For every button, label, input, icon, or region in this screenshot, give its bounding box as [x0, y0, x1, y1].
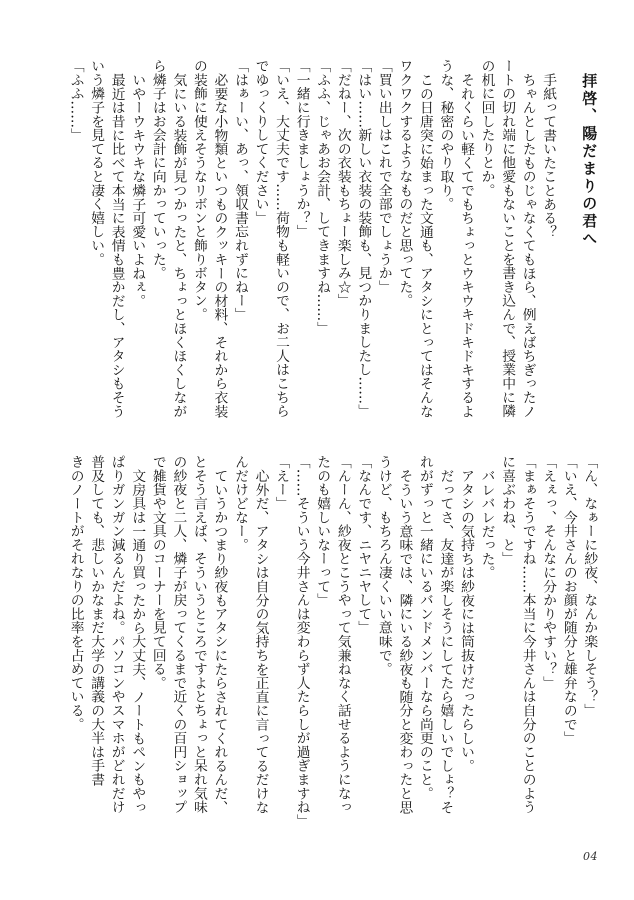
text-line: ワクワクするようなものだと思ってた。	[396, 59, 413, 308]
dialogue-line: 「なんです、ニヤニヤして」	[355, 455, 372, 635]
dialogue-line: 「んーん、紗夜とこうやって気兼ねなく話せるようになっ	[334, 455, 351, 814]
title-gutter	[558, 59, 579, 421]
text-line: バレバレだった。	[478, 468, 495, 580]
dialogue-line: 「だねー、次の衣装もちょー楽しみ☆」	[334, 59, 351, 308]
text-line: だってさ、友達が楽しそうにしてたら嬉しいでしょ？そ	[437, 468, 454, 814]
dialogue-line: 「いえ、大丈夫です……荷物も軽いので、お二人はこちら	[273, 59, 290, 418]
text-line: いやーウキウキな燐子可愛いよねぇ。	[129, 72, 146, 308]
dialogue-line: 「はい……新しい衣装の装飾も、見つかりましたし……」	[355, 59, 372, 418]
dialogue-line: 「ん、なぁーに紗夜、なんか楽しそう？」	[581, 455, 598, 718]
text-line: の紗夜と二人、燐子が戻ってくるまで近くの百円ショップ	[170, 455, 187, 814]
dialogue-line: 「……そういう今井さんは変わらず人たらしが過ぎますね」	[293, 455, 310, 828]
text-line: きのノートがそれなりの比率を占めている。	[67, 455, 84, 731]
dialogue-line: 「えぇっ、そんなに分かりやすい？」	[540, 455, 557, 690]
dialogue-line: 「いえ、今井さんのお顔が随分と雄弁なので」	[560, 455, 577, 745]
text-line: 必要な小物類といつものクッキーの材料、それから衣装	[211, 72, 228, 418]
text-line: ちゃんとしたものじゃなくてもほら、例えばちぎったノ	[519, 72, 536, 418]
text-line: うけど、もちろん凄くいい意味で。	[375, 455, 392, 676]
page-number: 04	[583, 850, 598, 863]
dialogue-line: 「はぁーい、あっ、領収書忘れずにねー」	[231, 59, 248, 322]
chapter-title: 拝啓、陽だまりの君へ	[580, 73, 599, 248]
text-line: で雑貨や文具のコーナーを見て回る。	[149, 455, 166, 690]
text-line: れがずっと一緒にいるバンドメンバーなら尚更のこと。	[416, 455, 433, 800]
dialogue-line: 「ふふ、じゃあお会計、してきますね……」	[314, 59, 331, 335]
dialogue-line: 「えー」	[273, 455, 290, 511]
dialogue-line: 「まぁそうですね……本当に今井さんは自分のことのよう	[519, 455, 536, 814]
text-line: ていうかつまり紗夜もアタシにたらされてくれるんだ、	[211, 468, 228, 814]
dialogue-line: でゆっくりしてください」	[252, 59, 269, 225]
text-line: いう燐子を見てると凄く嬉しい。	[88, 59, 105, 266]
text-line: 文房具は一通り買ったから大丈夫、ノートもペンもやっ	[129, 468, 146, 814]
upper-text-tier	[65, 59, 600, 421]
dialogue-line: たのも嬉しいなーって」	[314, 455, 331, 607]
text-line: 気にいる装飾が見つかったと、ちょっとほくほくしなが	[170, 72, 187, 418]
text-line: ートの切れ端に他愛もないことを書き込んで、授業中に隣	[499, 59, 516, 418]
text-line: うな、秘密のやり取り。	[437, 59, 454, 211]
dialogue-line: 「買い出しはこれで全部でしょうか」	[375, 59, 392, 294]
text-line: 手紙って書いたことある？	[540, 72, 557, 239]
dialogue-line: 「一緒に行きましょうか？」	[293, 59, 310, 239]
text-line: それくらい軽くてでもちょっとウキウキドキドキするよ	[458, 72, 474, 418]
text-line: ら燐子はお会計に向かっていった。	[149, 59, 166, 280]
text-line: そういう意味では、隣にいる紗夜も随分と変わったと思	[396, 468, 413, 814]
text-line: の装飾に使えそうなリボンと飾りボタン。	[190, 59, 207, 322]
text-line: 心外だ、アタシは自分の気持ちを正直に言ってるだけな	[252, 468, 269, 814]
lower-text-tier	[65, 455, 600, 828]
text-line: アタシの気持ちは紗夜には筒抜けだったらしい。	[458, 468, 474, 773]
text-line: ぱりガンガン減るんだよね。パソコンやスマホがどれだけ	[108, 455, 125, 814]
text-line: 最近は昔に比べて本当に表情も豊かだし、アタシもそう	[108, 72, 125, 418]
text-line: んだけどなー。	[231, 455, 248, 552]
text-line: とそう言えば、そういうところですよとちょっと呆れ気味	[190, 455, 207, 814]
text-line: 普及しても、悲しいかなまだ大学の講義の大半は手書	[88, 455, 105, 787]
dialogue-line: に喜ぶわね、と」	[499, 455, 516, 566]
text-line: この日唐突に始まった文通も、アタシにとってはそんな	[416, 72, 433, 418]
dialogue-line: 「ふふ……」	[67, 59, 84, 142]
text-line: の机に回したりとか。	[478, 59, 495, 197]
